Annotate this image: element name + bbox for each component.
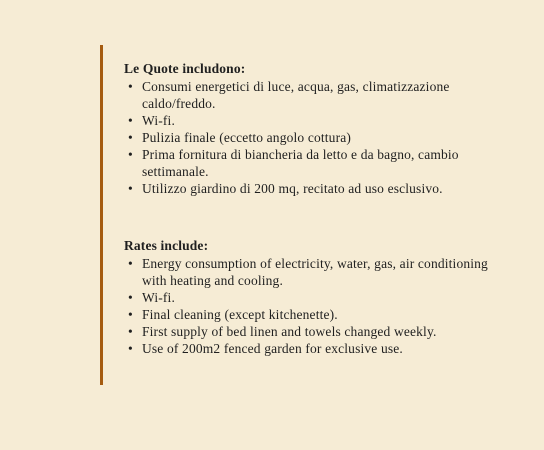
english-section [124, 237, 544, 357]
english-heading: Rates include: [124, 238, 209, 253]
italian-item-cleaning-line-1: • Pulizia finale (eccetto angolo cottura) [142, 130, 352, 145]
accent-vertical-rule [100, 45, 103, 385]
italian-item-utilities-line-2: caldo/freddo. [142, 96, 216, 111]
italian-item-linen [124, 146, 544, 180]
italian-item-garden-line-1: • Utilizzo giardino di 200 mq, recitato ad uso esclusivo. [142, 181, 443, 196]
english-item-cleaning [124, 306, 544, 323]
italian-item-wifi-line-1: • Wi-fi. [142, 113, 175, 128]
english-item-utilities-line-2: with heating and cooling. [142, 273, 283, 288]
italian-item-wifi [124, 112, 544, 129]
rates-panel [100, 45, 488, 385]
italian-section [124, 60, 544, 197]
italian-list [124, 78, 544, 197]
english-item-garden-line-1: • Use of 200m2 fenced garden for exclusive use. [142, 341, 403, 356]
italian-item-garden [124, 180, 544, 197]
italian-heading: Le Quote includono: [124, 61, 246, 76]
english-item-utilities [124, 255, 544, 289]
italian-item-linen-line-2: settimanale. [142, 164, 209, 179]
english-item-garden [124, 340, 544, 357]
italian-item-cleaning [124, 129, 544, 146]
italian-item-utilities [124, 78, 544, 112]
english-item-wifi-line-1: • Wi-fi. [142, 290, 175, 305]
rates-content [124, 60, 544, 357]
english-item-linen [124, 323, 544, 340]
italian-item-linen-line-1: • Prima fornitura di biancheria da letto e da bagno, cambio [142, 147, 459, 162]
english-list [124, 255, 544, 357]
italian-item-utilities-line-1: • Consumi energetici di luce, acqua, gas, climatizzazione [142, 79, 450, 94]
english-item-wifi [124, 289, 544, 306]
english-item-utilities-line-1: • Energy consumption of electricity, water, gas, air conditioning [142, 256, 488, 271]
english-item-linen-line-1: • First supply of bed linen and towels changed weekly. [142, 324, 437, 339]
english-item-cleaning-line-1: • Final cleaning (except kitchenette). [142, 307, 338, 322]
